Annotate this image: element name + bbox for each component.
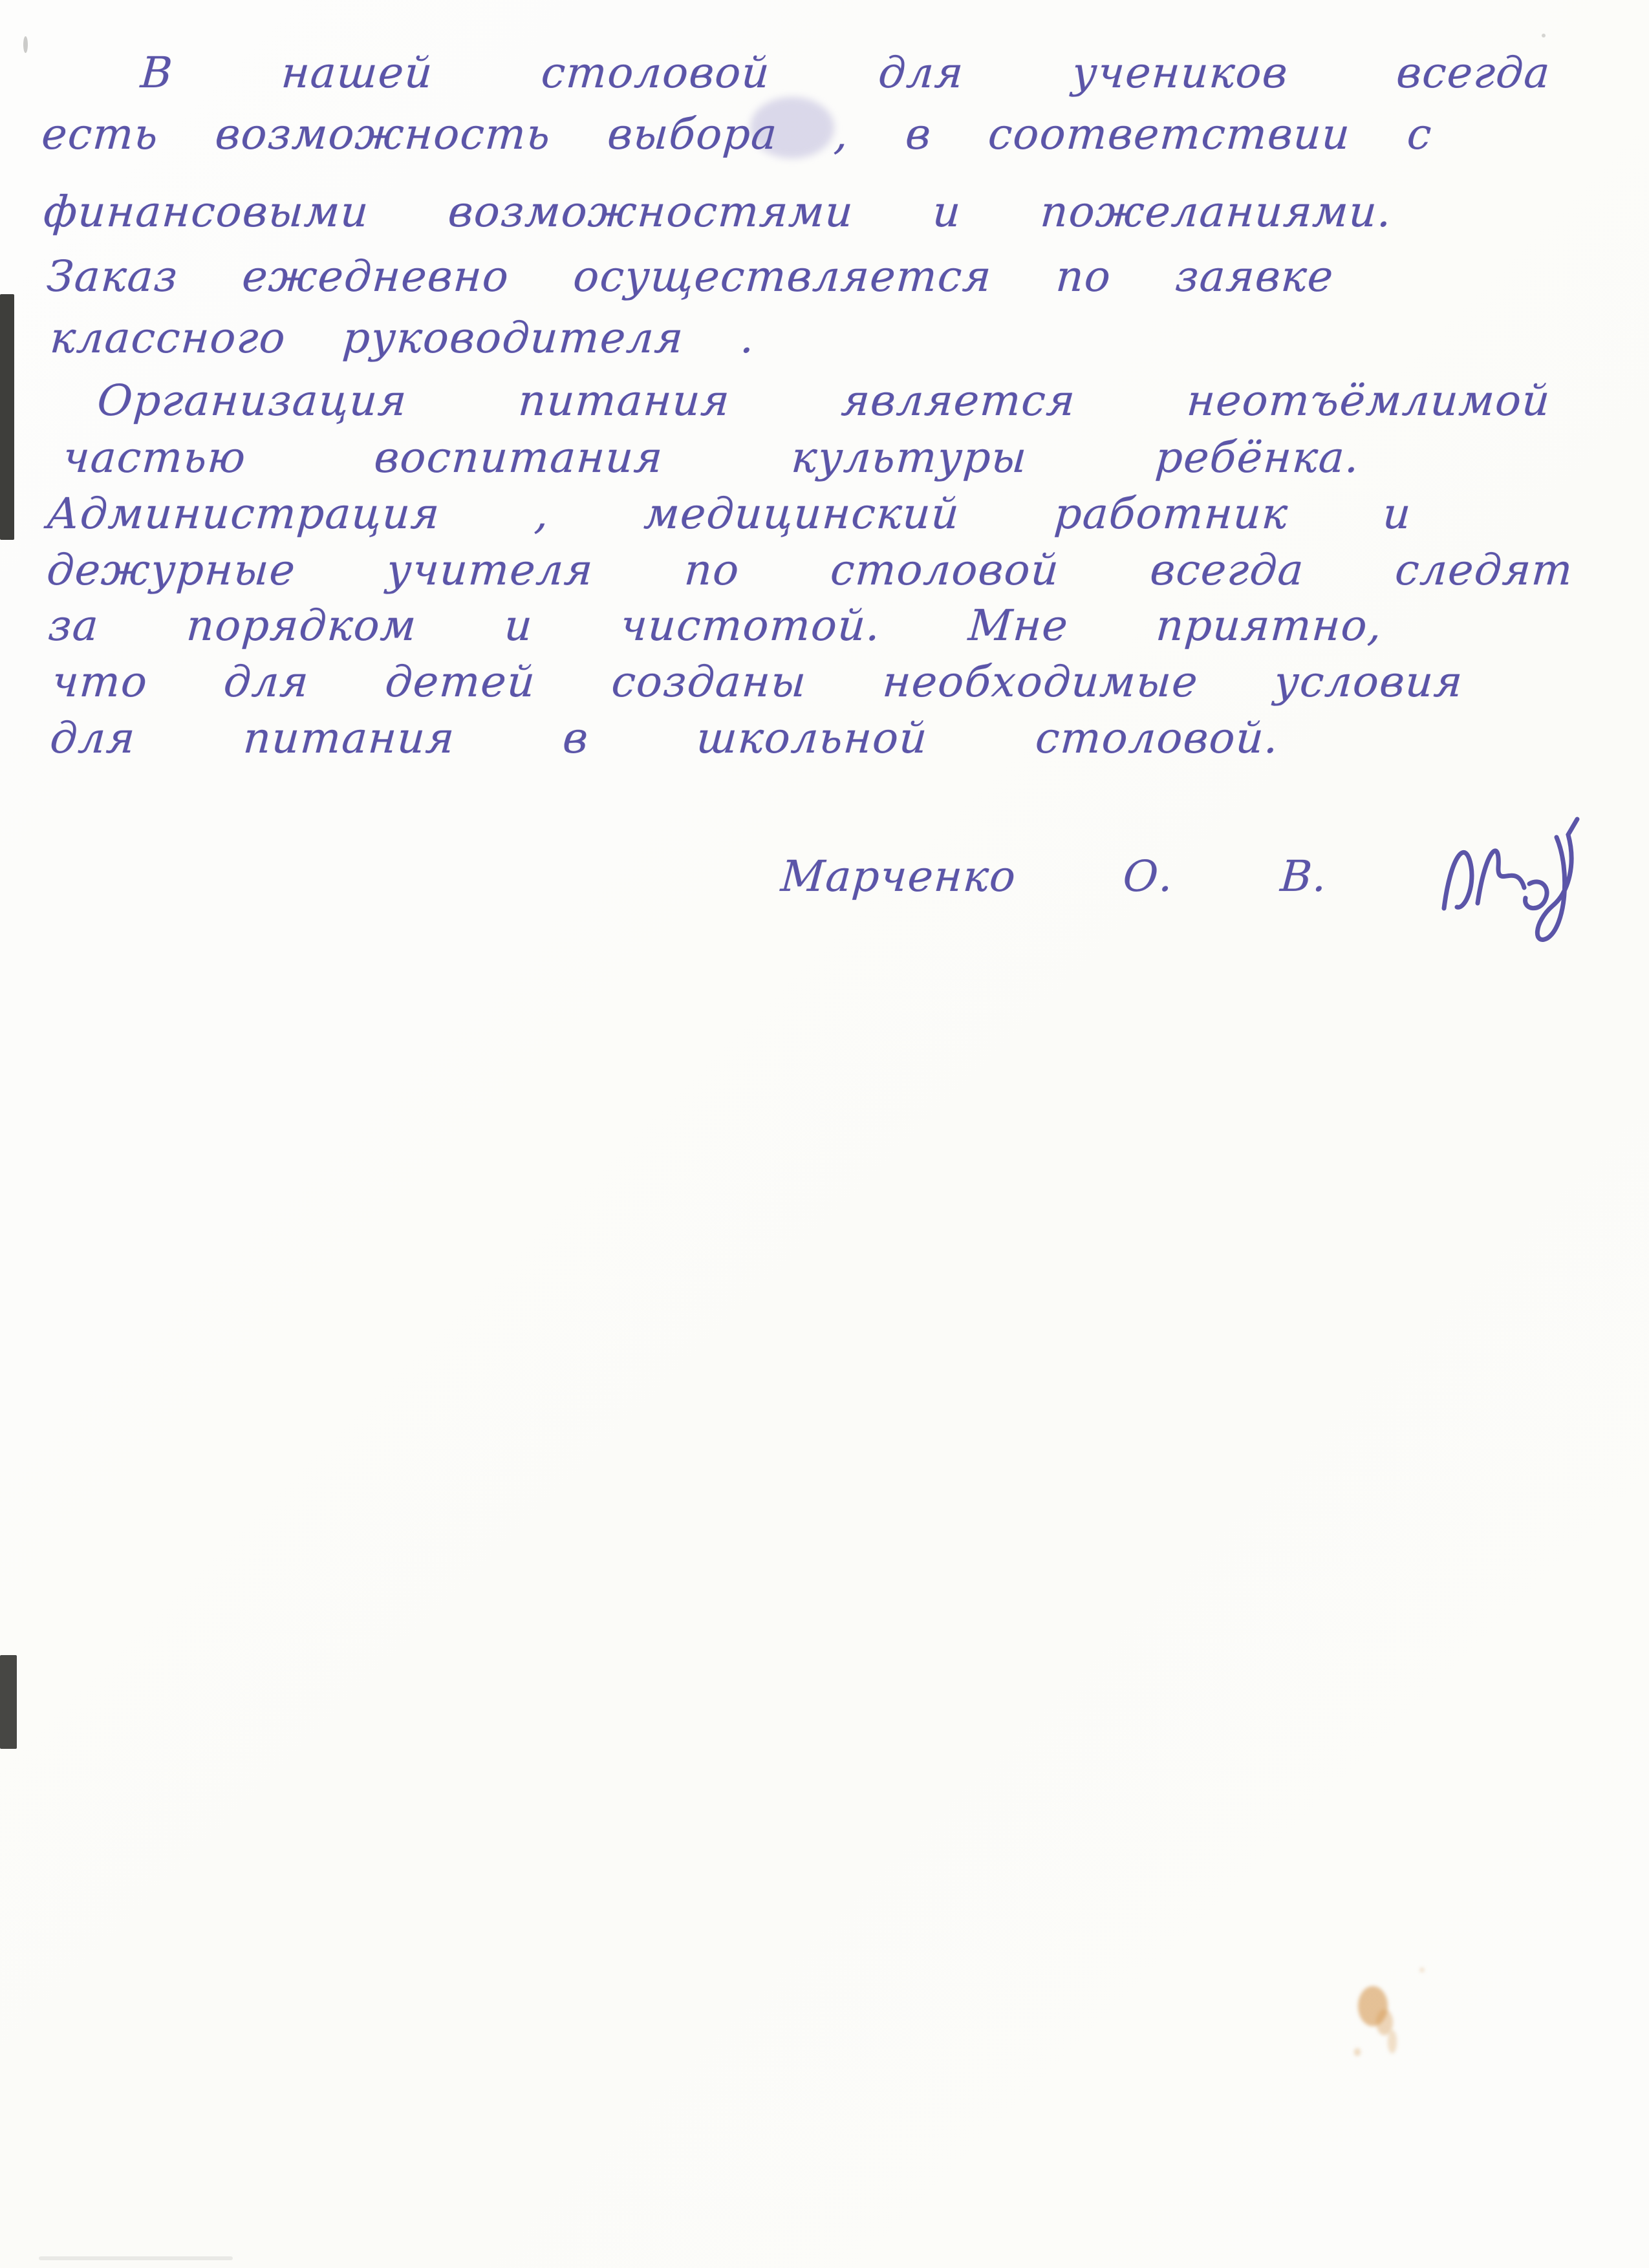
handwritten-line: Администрация , медицинский работник и (45, 489, 1414, 539)
handwritten-line: дежурные учителя по столовой всегда следят (45, 545, 1575, 595)
signature-name: Марченко О. В. (779, 851, 1330, 901)
paper-stain (1354, 2048, 1361, 2056)
signature-flourish (1439, 811, 1588, 954)
handwritten-line: В нашей столовой для учеников всегда (138, 48, 1553, 98)
handwritten-line: финансовыми возможностями и пожеланиями. (41, 187, 1394, 237)
paper-stain (1388, 2030, 1397, 2053)
scan-noise-speck (39, 2256, 233, 2260)
handwritten-line: классного руководителя . (48, 313, 757, 363)
paper-stain (1420, 1968, 1424, 1972)
scan-noise-speck (23, 36, 28, 53)
scan-edge-block-upper (0, 294, 14, 540)
scan-edge-block-lower (0, 1655, 17, 1749)
handwritten-line: за порядком и чистотой. Мне приятно, (46, 601, 1385, 650)
handwritten-line: Организация питания является неотъёмлимой (95, 376, 1553, 425)
handwritten-line: есть возможность выбора , в соответствии с (39, 109, 1434, 159)
handwritten-line: для питания в школьной столовой. (48, 713, 1281, 763)
handwritten-line: частью воспитания культуры ребёнка. (61, 433, 1362, 482)
handwritten-line: Заказ ежедневно осуществляется по заявке (45, 251, 1336, 301)
handwritten-line: что для детей созданы необходимые условия (50, 657, 1465, 707)
scan-noise-speck (1542, 34, 1546, 37)
